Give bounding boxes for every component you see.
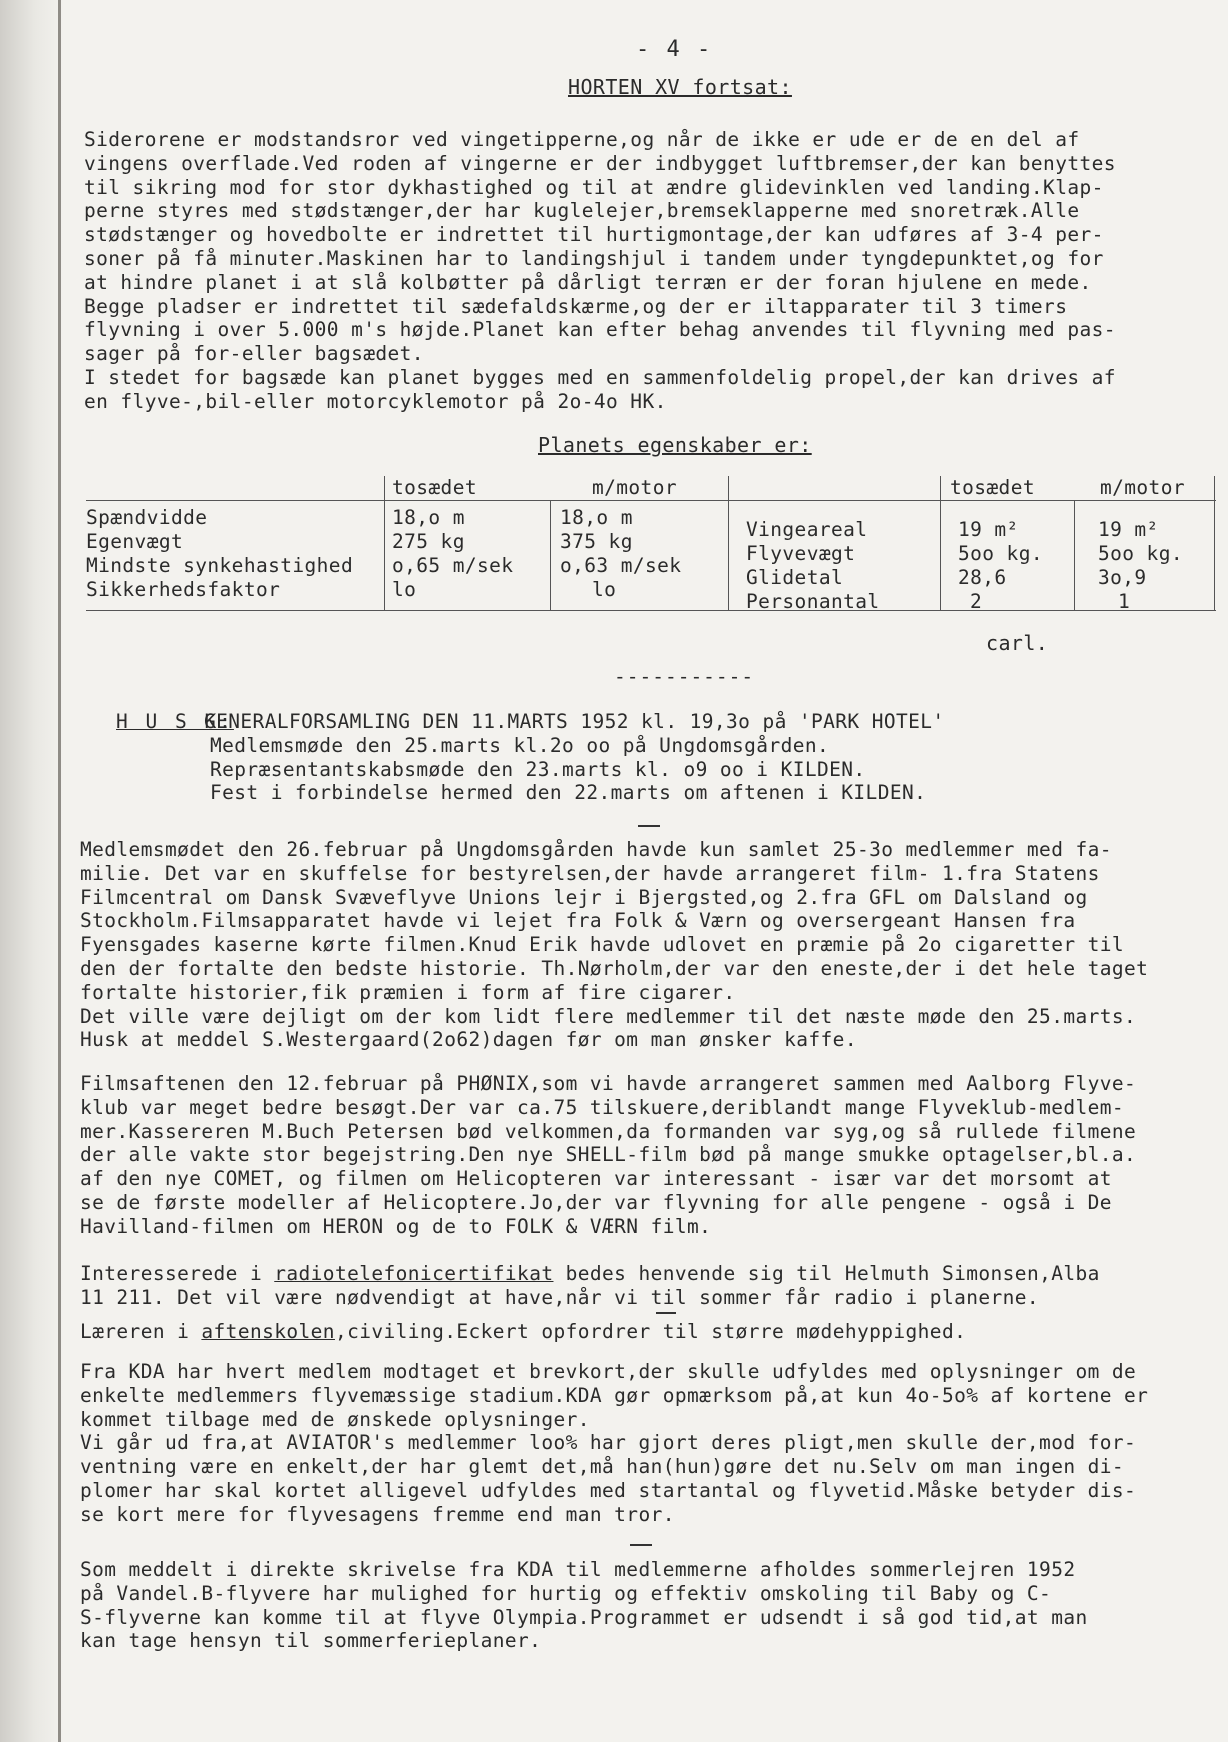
binding-shadow xyxy=(0,0,64,1742)
table-rule xyxy=(940,476,941,610)
husk-item: GENERALFORSAMLING DEN 11.MARTS 1952 kl. 19,3o på 'PARK HOTEL' xyxy=(204,710,945,733)
cell-value: 275 kg xyxy=(392,530,465,553)
paragraph-kda xyxy=(80,1360,1220,1527)
row-label: Vingeareal xyxy=(746,518,868,541)
paragraph-filmsaften xyxy=(80,1072,1220,1239)
husk-item: Repræsentantskabsmøde den 23.marts kl. o9 oo i KILDEN. xyxy=(210,757,866,781)
table-rule xyxy=(86,500,1216,501)
cell-value: 18,o m xyxy=(392,506,465,529)
cell-value: 1 xyxy=(1118,590,1131,613)
husk-list xyxy=(204,710,945,805)
text-line: på Vandel.B-flyvere har mulighed for hurtig og effektiv omskoling til Baby og C- xyxy=(80,1581,1052,1605)
text-line: ventning være en enkelt,der har glemt det,må han(hun)gøre det nu.Selv om man ingen di- xyxy=(80,1455,1125,1479)
cell-value: 5oo kg. xyxy=(958,542,1043,565)
aftenskole-pre: Læreren i xyxy=(80,1320,202,1343)
row-label: Sikkerhedsfaktor xyxy=(86,578,281,601)
paragraph-medlemsmode xyxy=(80,838,1220,1052)
col-header-right-tosaedet: tosædet xyxy=(950,476,1035,499)
table-rule xyxy=(1214,476,1215,610)
radio-certificate-term: radiotelefonicertifikat xyxy=(274,1262,554,1285)
binding-edge xyxy=(58,0,61,1742)
col-header-left-motor: m/motor xyxy=(592,476,677,499)
radio-pre: Interesserede i xyxy=(80,1262,275,1285)
text-line: Filmsaftenen den 12.februar på PHØNIX,som vi havde arrangeret sammen med Aalborg Flyve- xyxy=(80,1072,1137,1095)
cell-value: lo xyxy=(592,578,617,601)
text-line: Medlemsmødet den 26.februar på Ungdomsgården havde kun samlet 25-3o medlemmer med fa- xyxy=(80,838,1112,861)
text-line: Havilland-filmen om HERON og de to FOLK & VÆRN film. xyxy=(80,1214,712,1238)
row-label: Flyvevægt xyxy=(746,542,856,565)
text-line: Som meddelt i direkte skrivelse fra KDA til medlemmerne afholdes sommerlejren 1952 xyxy=(80,1558,1076,1581)
col-header-right-motor: m/motor xyxy=(1100,476,1185,499)
table-rule xyxy=(550,500,551,610)
text-line: Husk at meddel S.Westergaard(2o62)dagen før om man ønsker kaffe. xyxy=(80,1028,857,1052)
intro-paragraph xyxy=(84,128,1224,414)
divider xyxy=(656,1312,676,1314)
cell-value: 19 m² xyxy=(958,518,1019,541)
text-line: Det ville være dejligt om der kom lidt flere medlemmer til det næste møde den 25.marts. xyxy=(80,1004,1137,1028)
table-rule xyxy=(728,476,729,610)
text-line: klub var meget bedre besøgt.Der var ca.75 tilskuere,deriblandt mange Flyveklub-medlem- xyxy=(80,1095,1125,1119)
text-line: Fyensgades kaserne kørte filmen.Knud Erik havde udlovet en præmie på 2o cigaretter til xyxy=(80,933,1125,957)
text-line: kommet tilbage med de ønskede oplysninger. xyxy=(80,1407,590,1431)
row-label: Personantal xyxy=(746,590,880,613)
text-line xyxy=(80,1320,1220,1344)
text-line: Stockholm.Filmsapparatet havde vi lejet fra Folk & Værn og oversergeant Hansen fra xyxy=(80,909,1076,933)
radio-post: bedes henvende sig til Helmuth Simonsen,Alba xyxy=(553,1262,1100,1285)
text-line: kan tage hensyn til sommerferieplaner. xyxy=(80,1629,542,1653)
paragraph-radio xyxy=(80,1262,1220,1310)
text-line: fortalte historier,fik præmien i form af fire cigarer. xyxy=(80,980,736,1004)
text-line: mer.Kassereren M.Buch Petersen bød velkommen,da formanden var syg,og så rullede filmene xyxy=(80,1119,1137,1143)
divider xyxy=(630,1544,652,1546)
aftenskole-term: aftenskolen xyxy=(201,1320,335,1343)
table-caption: Planets egenskaber er: xyxy=(538,433,812,457)
text-line: at hindre planet i at slå kolbøtter på dårligt terræn er der foran hjulene en mede. xyxy=(84,270,1092,294)
text-line: S-flyverne kan komme til at flyve Olympia.Programmet er udsendt i så god tid,at man xyxy=(80,1605,1088,1629)
row-label: Glidetal xyxy=(746,566,844,589)
properties-table xyxy=(86,476,1216,616)
cell-value: 28,6 xyxy=(958,566,1007,589)
text-line: Filmcentral om Dansk Svæveflyve Unions lejr i Bjergsted,og 2.fra GFL om Dalsland og xyxy=(80,885,1088,909)
text-line xyxy=(80,1262,1220,1286)
text-line: stødstænger og hovedbolte er indrettet til hurtigmontage,der kan udføres af 3-4 per- xyxy=(84,223,1104,247)
text-line: se de første modeller af Helicoptere.Jo,der var flyvning for alle pengene - også i De xyxy=(80,1190,1112,1214)
paragraph-aftenskole xyxy=(80,1320,1220,1344)
page-heading: HORTEN XV fortsat: xyxy=(568,75,792,99)
husk-item: Fest i forbindelse hermed den 22.marts om aftenen i KILDEN. xyxy=(210,781,927,805)
table-rule xyxy=(384,476,385,610)
document-page xyxy=(80,0,1224,1742)
page-number: - 4 - xyxy=(636,37,713,62)
divider xyxy=(638,825,660,827)
text-line: perne styres med stødstænger,der har kuglelejer,bremseklapperne med snoretræk.Alle xyxy=(84,199,1080,223)
text-line: enkelte medlemmers flyvemæssige stadium.KDA gør opmærksom på,at kun 4o-5o% af kortene er xyxy=(80,1383,1149,1407)
cell-value: 5oo kg. xyxy=(1098,542,1183,565)
text-line: vingens overflade.Ved roden af vingerne er der indbygget luftbremser,der kan benyttes xyxy=(84,151,1116,175)
section-separator: ----------- xyxy=(614,665,755,688)
text-line: flyvning i over 5.000 m's højde.Planet kan efter behag anvendes til flyvning med pas- xyxy=(84,318,1116,342)
husk-label: H U S K: xyxy=(116,710,234,733)
paragraph-sommerlejr xyxy=(80,1558,1220,1653)
table-rule xyxy=(1074,500,1075,610)
text-line: se kort mere for flyvesagens fremme end man tror. xyxy=(80,1502,675,1526)
col-header-left-tosaedet: tosædet xyxy=(392,476,477,499)
text-line: den der fortalte den bedste historie. Th.Nørholm,der var den eneste,der i det hele taget xyxy=(80,956,1149,980)
text-line: Siderorene er modstandsror ved vingetipperne,og når de ikke er ude er de en del af xyxy=(84,128,1080,151)
cell-value: o,63 m/sek xyxy=(560,554,682,577)
husk-item: Medlemsmøde den 25.marts kl.2o oo på Ungdomsgården. xyxy=(210,733,830,757)
cell-value: lo xyxy=(392,578,417,601)
text-line: en flyve-,bil-eller motorcyklemotor på 2o-4o HK. xyxy=(84,389,667,413)
table-rule xyxy=(86,610,1216,611)
text-line: 11 211. Det vil være nødvendigt at have,når vi til sommer får radio i planerne. xyxy=(80,1285,1040,1309)
text-line: af den nye COMET, og filmen om Helicopteren var interessant - især var det morsomt at xyxy=(80,1167,1112,1191)
cell-value: 375 kg xyxy=(560,530,633,553)
row-label: Egenvægt xyxy=(86,530,184,553)
cell-value: 18,o m xyxy=(560,506,633,529)
cell-value: 2 xyxy=(970,590,983,613)
aftenskole-post: ,civiling.Eckert opfordrer til større mødehyppighed. xyxy=(334,1320,967,1343)
cell-value: 3o,9 xyxy=(1098,566,1147,589)
text-line: Vi går ud fra,at AVIATOR's medlemmer loo% har gjort deres pligt,men skulle der,mod for- xyxy=(80,1431,1137,1455)
text-line: soner på få minuter.Maskinen har to landingshjul i tandem under tyngdepunktet,og for xyxy=(84,246,1104,270)
cell-value: 19 m² xyxy=(1098,518,1159,541)
text-line: Begge pladser er indrettet til sædefaldskærme,og der er iltapparater til 3 timers xyxy=(84,294,1068,318)
text-line: I stedet for bagsæde kan planet bygges med en sammenfoldelig propel,der kan drives af xyxy=(84,365,1116,389)
row-label: Spændvidde xyxy=(86,506,208,529)
text-line: milie. Det var en skuffelse for bestyrelsen,der havde arrangeret film- 1.fra Statens xyxy=(80,861,1100,885)
row-label: Mindste synkehastighed xyxy=(86,554,354,577)
text-line: der alle vakte stor begejstring.Den nye SHELL-film bød på mange smukke optagelser,bl.a. xyxy=(80,1143,1137,1167)
signature: carl. xyxy=(986,631,1049,655)
text-line: plomer har skal kortet alligevel udfyldes med startantal og flyvetid.Måske betyder dis- xyxy=(80,1478,1137,1502)
text-line: Fra KDA har hvert medlem modtaget et brevkort,der skulle udfyldes med oplysninger om de xyxy=(80,1360,1137,1383)
text-line: sager på for-eller bagsædet. xyxy=(84,342,424,366)
text-line: til sikring mod for stor dykhastighed og til at ændre glidevinklen ved landing.Klap- xyxy=(84,175,1104,199)
cell-value: o,65 m/sek xyxy=(392,554,514,577)
